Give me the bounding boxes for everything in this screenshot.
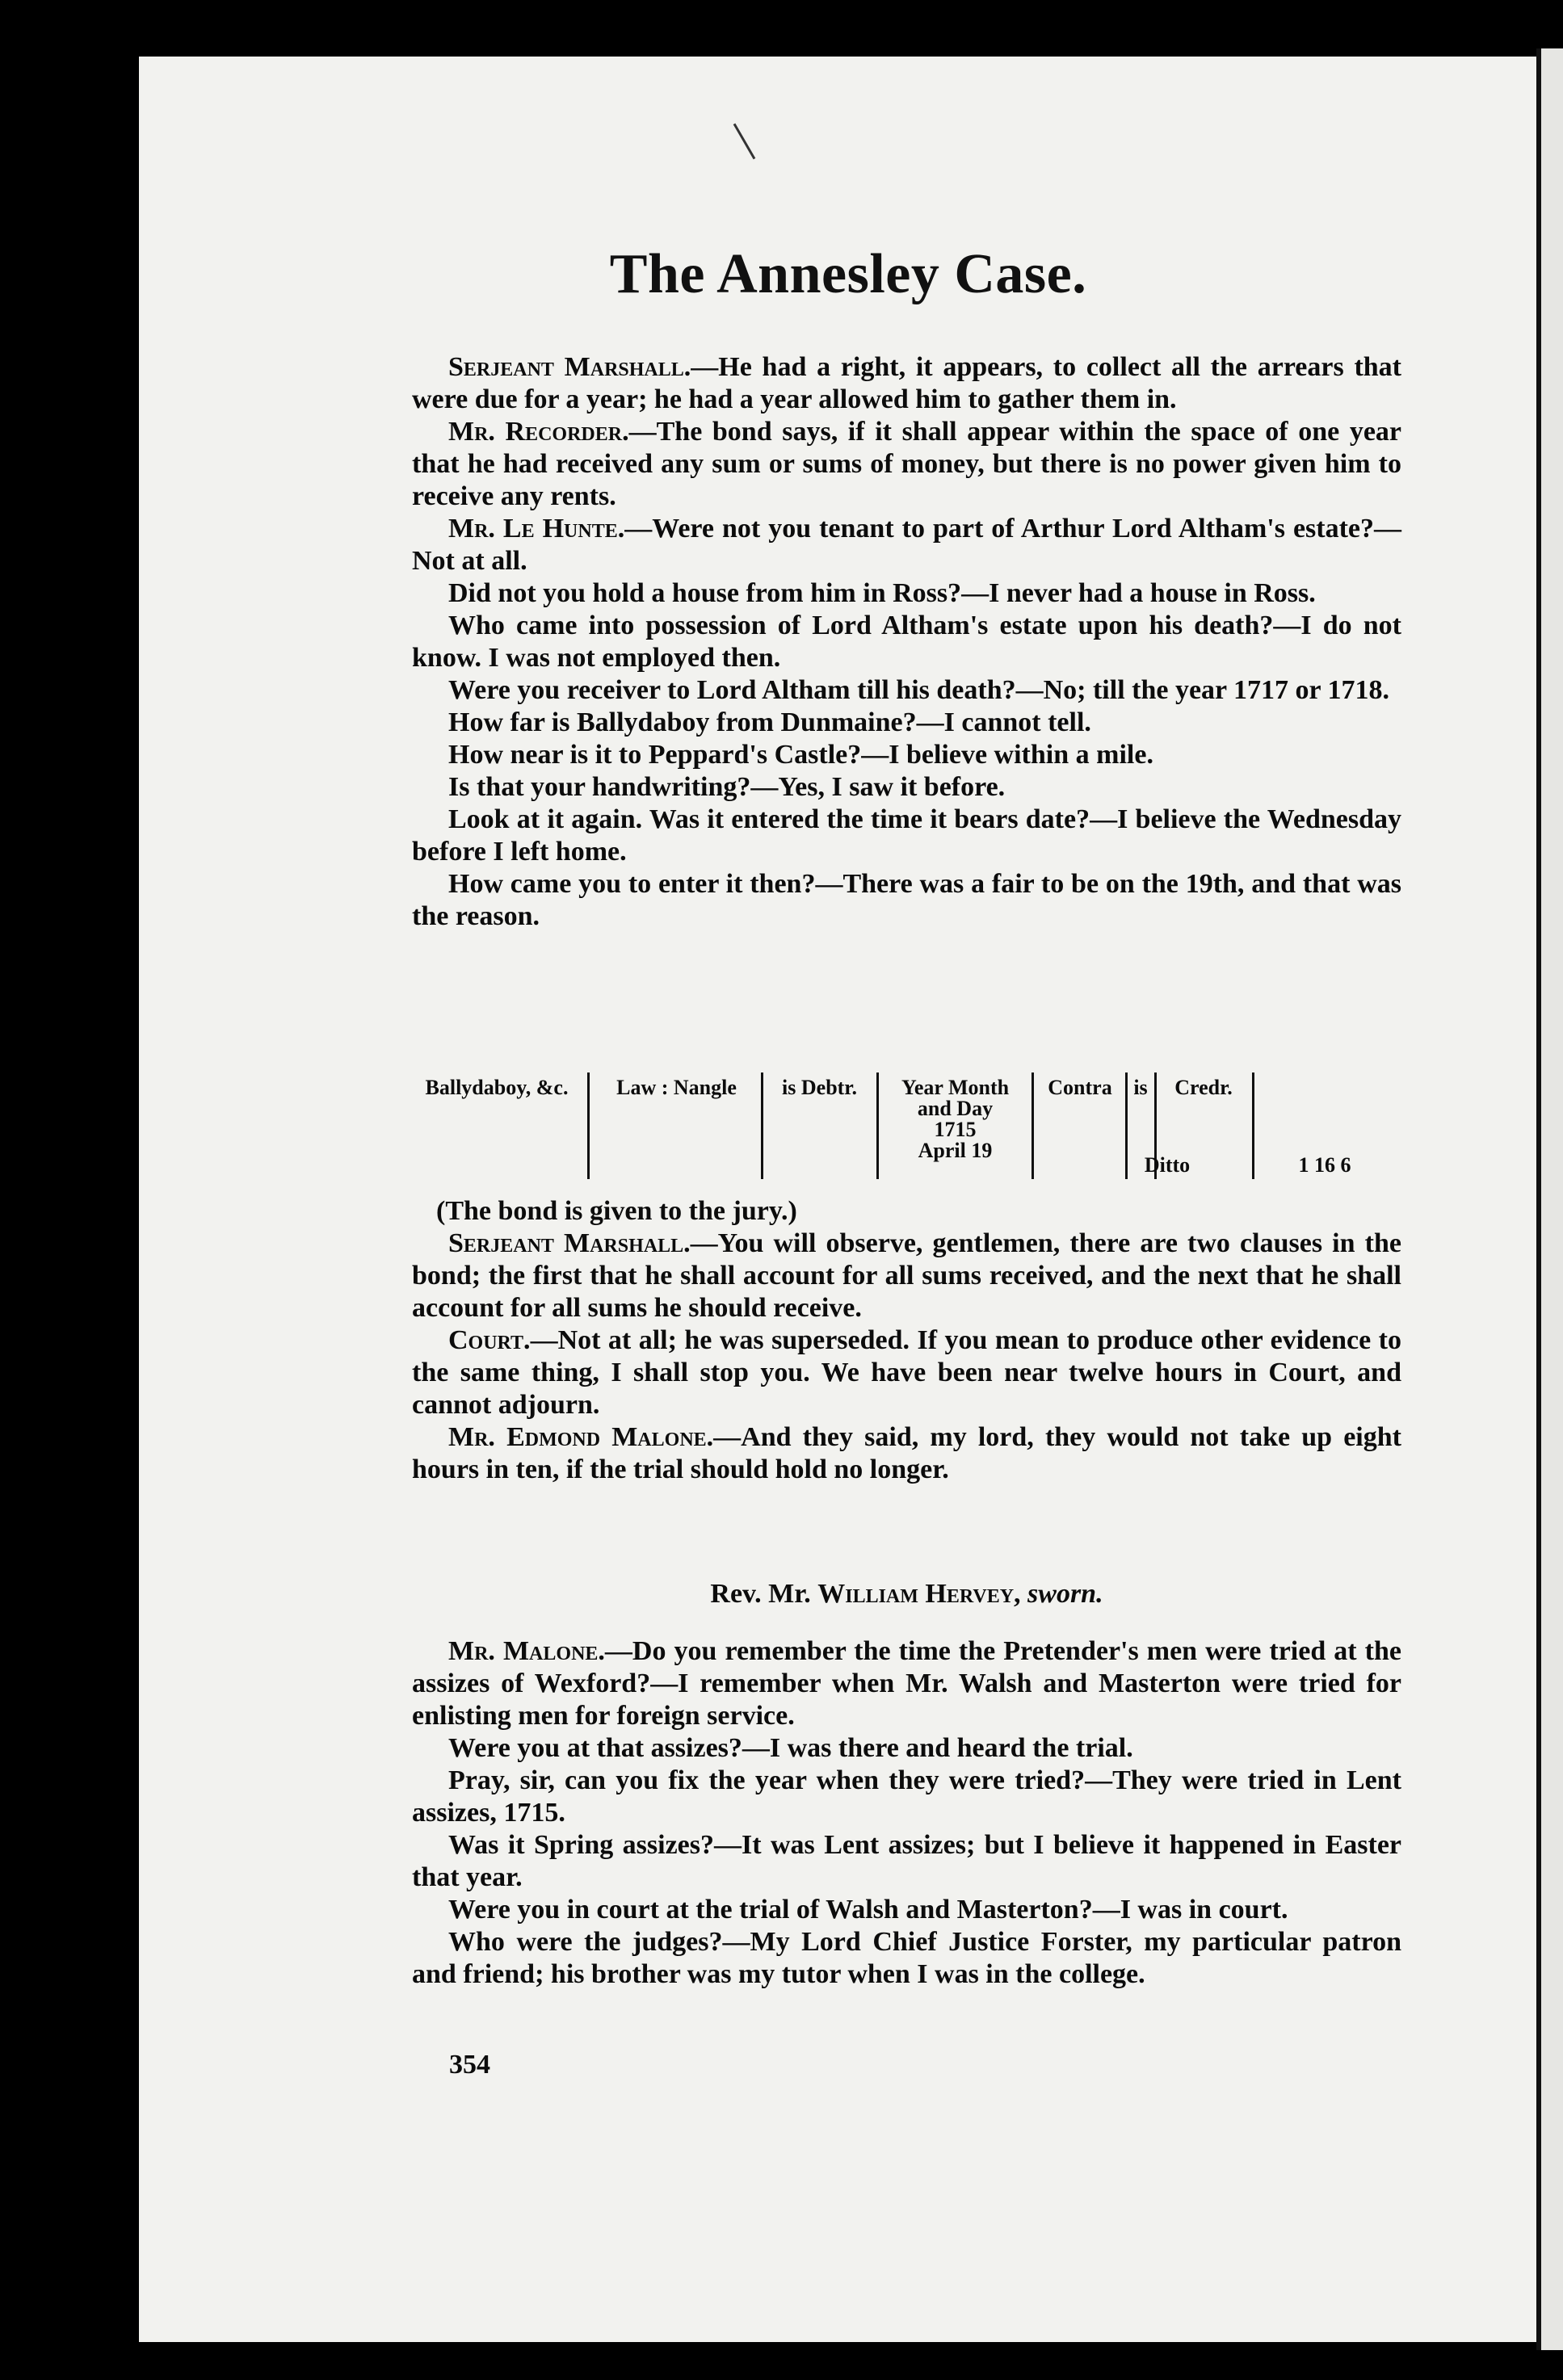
speech: Who came into possession of Lord Altham's estate upon his death?—I do not know. I was not employed then. xyxy=(412,611,1401,673)
speech: How far is Ballydaboy from Dunmaine?—I cannot tell. xyxy=(448,707,1091,737)
paragraph xyxy=(412,1765,1401,1829)
speech: Look at it again. Was it entered the time it bears date?—I believe the Wednesday before I left home. xyxy=(412,804,1401,867)
page-title: The Annesley Case. xyxy=(609,243,1087,305)
speaker: Serjeant Marshall. xyxy=(448,1228,691,1258)
speaker: Mr. Recorder. xyxy=(448,417,629,447)
ledger-date-line: April 19 xyxy=(918,1139,993,1162)
speech: —He had a right, it appears, to collect all the arrears that were due for a year; he had a year allowed him to gather them in. xyxy=(412,352,1401,414)
paragraph xyxy=(412,577,1401,610)
speech: Pray, sir, can you fix the year when they were tried?—They were tried in Lent assizes, 1715. xyxy=(412,1765,1401,1828)
text-block-1 xyxy=(412,351,1401,933)
speech: (The bond is given to the jury.) xyxy=(436,1196,797,1226)
paragraph xyxy=(412,610,1401,674)
ledger-entry xyxy=(408,1066,1410,1179)
text-block-2 xyxy=(412,1195,1401,1486)
paragraph xyxy=(412,351,1401,416)
ledger-date xyxy=(880,1077,1030,1174)
speech: —The bond says, if it shall appear within the space of one year that he had received any sum or sums of money, but there is no power given him to receive any rents. xyxy=(412,417,1401,511)
speech: —Were not you tenant to part of Arthur Lord Altham's estate?—Not at all. xyxy=(412,514,1402,576)
adjacent-page-edge xyxy=(1536,48,1563,2350)
speech: —Not at all; he was superseded. If you mean to produce other evidence to the same thing, I shall stop you. We have been near twelve hours in Court, and cannot adjourn. xyxy=(412,1325,1401,1420)
paragraph xyxy=(412,1228,1401,1324)
speech: Is that your handwriting?—Yes, I saw it before. xyxy=(448,772,1006,802)
paragraph xyxy=(412,771,1401,804)
ledger-rule xyxy=(761,1072,763,1179)
speech: —You will observe, gentlemen, there are two clauses in the bond; the first that he shall account for all sums received, and the next that he shall account for all sums he should receive. xyxy=(412,1228,1401,1323)
ledger-debtor: is Debtr. xyxy=(782,1076,857,1099)
speech: Who were the judges?—My Lord Chief Justice Forster, my particular patron and friend; his brother was my tutor when I was in the college. xyxy=(412,1927,1401,1989)
speech: How came you to enter it then?—There was a fair to be on the 19th, and that was the reason. xyxy=(412,869,1401,931)
paragraph xyxy=(412,804,1401,868)
speech: Were you in court at the trial of Walsh and Masterton?—I was in court. xyxy=(448,1895,1288,1925)
speech: —Do you remember the time the Pretender's men were tried at the assizes of Wexford?—I remember when Mr. Walsh and Masterton were tried for enlisting men for foreign service. xyxy=(412,1636,1401,1731)
ledger-rule xyxy=(1031,1072,1034,1179)
paragraph xyxy=(412,674,1401,707)
witness-sworn: sworn. xyxy=(1020,1579,1103,1609)
speaker: Mr. Edmond Malone. xyxy=(448,1422,714,1452)
ledger-is: is xyxy=(1133,1076,1148,1099)
speaker: Mr. Le Hunte. xyxy=(448,514,625,544)
paragraph xyxy=(412,1926,1401,1991)
witness-heading xyxy=(412,1579,1401,1610)
paragraph xyxy=(412,1195,1401,1228)
ledger-rule xyxy=(587,1072,590,1179)
ledger-date-line: Year Month xyxy=(901,1076,1010,1099)
ledger-date-line: and Day xyxy=(917,1097,994,1120)
witness-prefix: Rev. Mr. xyxy=(710,1579,818,1609)
paragraph xyxy=(412,868,1401,933)
paragraph xyxy=(412,513,1401,577)
ledger-ditto: Ditto xyxy=(1144,1153,1191,1177)
speaker: Mr. Malone. xyxy=(448,1636,605,1666)
speech: —And they said, my lord, they would not take up eight hours in ten, if the trial should hold no longer. xyxy=(412,1422,1401,1484)
paragraph xyxy=(412,707,1401,739)
speaker: Serjeant Marshall. xyxy=(448,352,691,382)
ledger-rule xyxy=(876,1072,879,1179)
ledger-date-line: 1715 xyxy=(934,1118,977,1141)
paragraph xyxy=(412,1732,1401,1765)
ledger-place: Ballydaboy, &c. xyxy=(425,1076,569,1099)
witness-name: William Hervey, xyxy=(817,1579,1021,1609)
page-number: 354 xyxy=(449,2050,490,2080)
speech: Was it Spring assizes?—It was Lent assizes; but I believe it happened in Easter that year. xyxy=(412,1830,1401,1892)
paragraph xyxy=(412,416,1401,513)
speech: Did not you hold a house from him in Ross?—I never had a house in Ross. xyxy=(448,578,1316,608)
paragraph xyxy=(412,739,1401,771)
paragraph xyxy=(412,1894,1401,1926)
ledger-law: Law : Nangle xyxy=(616,1076,737,1099)
speaker: Court. xyxy=(448,1325,531,1355)
paragraph xyxy=(412,1635,1401,1732)
speech: Were you at that assizes?—I was there and heard the trial. xyxy=(448,1733,1133,1763)
speech: Were you receiver to Lord Altham till his death?—No; till the year 1717 or 1718. xyxy=(448,675,1390,705)
text-block-3 xyxy=(412,1635,1401,1991)
paragraph xyxy=(412,1421,1401,1486)
ledger-contra: Contra xyxy=(1048,1076,1112,1099)
paragraph xyxy=(412,1324,1401,1421)
paragraph xyxy=(412,1829,1401,1894)
ledger-creditor: Credr. xyxy=(1174,1076,1233,1099)
speech: How near is it to Peppard's Castle?—I believe within a mile. xyxy=(448,740,1153,770)
ledger-rule xyxy=(1252,1072,1254,1179)
ledger-amount: 1 16 6 xyxy=(1298,1153,1351,1177)
